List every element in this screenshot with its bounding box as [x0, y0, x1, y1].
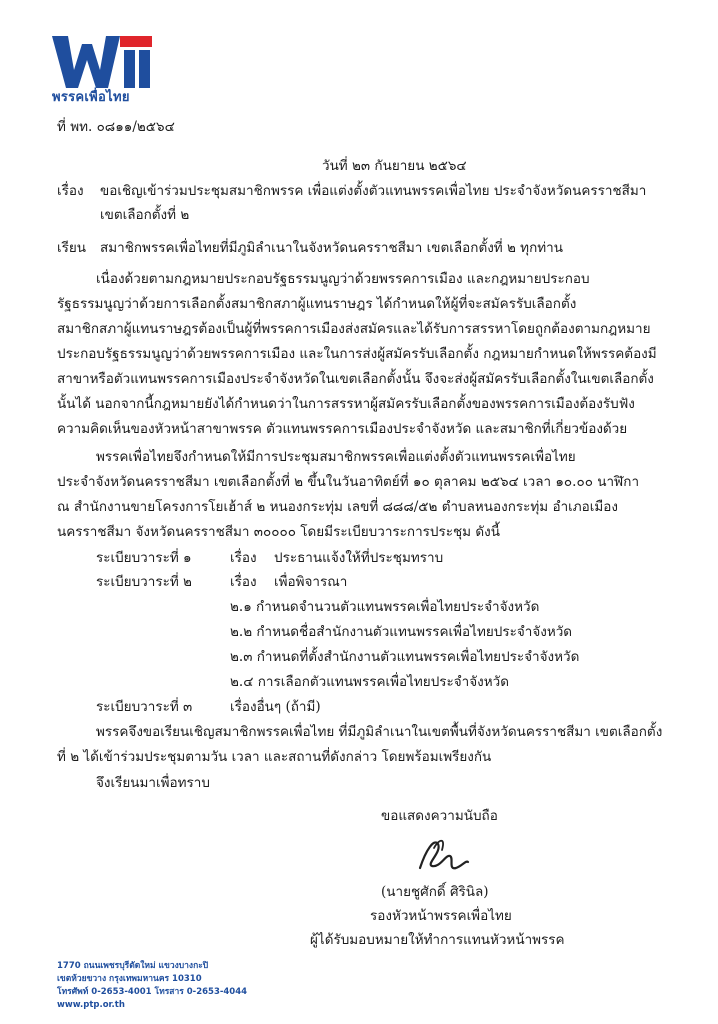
subject-line-2: เขตเลือกตั้งที่ ๒ [100, 207, 190, 223]
paragraph-3-line: ที่ ๒ ได้เข้าร่วมประชุมตามวัน เวลา และสถานที่ดังกล่าว โดยพร้อมเพรียงกัน [57, 749, 492, 765]
agenda-1-label: ระเบียบวาระที่ ๑ [96, 550, 192, 566]
paragraph-1-line: สาขาหรือตัวแทนพรรคการเมืองประจำจังหวัดในเขตเลือกตั้งนั้น จึงจะส่งผู้สมัครรับเลือกตั้งในเขตเลือกตั้ง [57, 371, 654, 387]
regards-text: ขอแสดงความนับถือ [381, 808, 498, 824]
paragraph-2-line: ณ สำนักงานขายโครงการโยเฮ้าส์ ๒ หนองกระทุ่ม เลขที่ ๘๘๘/๕๒ ตำบลหนองกระทุ่ม อำเภอเมือง [57, 499, 619, 515]
agenda-2-label: ระเบียบวาระที่ ๒ [96, 574, 192, 590]
paragraph-1-line: เนื่องด้วยตามกฎหมายประกอบรัฐธรรมนูญว่าด้วยพรรคการเมือง และกฎหมายประกอบ [96, 271, 590, 287]
footer-address-line: 1770 ถนนเพชรบุรีตัดใหม่ แขวงบางกะปิ [57, 961, 209, 971]
paragraph-2-line: ประจำจังหวัดนครราชสีมา เขตเลือกตั้งที่ ๒ ขึ้นในวันอาทิตย์ที่ ๑๐ ตุลาคม ๒๕๖๔ เวลา ๑๐.๐๐ นาฬิกา [57, 474, 640, 490]
paragraph-1-line: สมาชิกสภาผู้แทนราษฎรต้องเป็นผู้ที่พรรคการเมืองส่งสมัครและได้รับการสรรหาโดยถูกต้องตามกฎหมาย [57, 321, 651, 337]
paragraph-1-line: ประกอบรัฐธรรมนูญว่าด้วยพรรคการเมือง และในการส่งผู้สมัครรับเลือกตั้ง กฎหมายกำหนดให้พรรคต้องมี [57, 346, 657, 362]
paragraph-1-line: รัฐธรรมนูญว่าด้วยการเลือกตั้งสมาชิกสภาผู้แทนราษฎร ได้กำหนดให้ผู้ที่จะสมัครรับเลือกตั้ง [57, 296, 577, 312]
paragraph-2-line: นครราชสีมา จังหวัดนครราชสีมา ๓๐๐๐๐ โดยมีระเบียบวาระการประชุม ดังนี้ [57, 524, 500, 540]
paragraph-2-line: พรรคเพื่อไทยจึงกำหนดให้มีการประชุมสมาชิกพรรคเพื่อแต่งตั้งตัวแทนพรรคเพื่อไทย [96, 449, 576, 465]
recipient-label: เรียน [57, 240, 87, 256]
agenda-2-topic: เรื่อง [230, 574, 257, 590]
agenda-1-topic: เรื่อง [230, 550, 257, 566]
document-date: วันที่ ๒๓ กันยายน ๒๕๖๔ [322, 158, 467, 174]
agenda-subitem: ๒.๓ กำหนดที่ตั้งสำนักงานตัวแทนพรรคเพื่อไทยประจำจังหวัด [230, 649, 580, 665]
agenda-subitem: ๒.๒ กำหนดชื่อสำนักงานตัวแทนพรรคเพื่อไทยประจำจังหวัด [230, 624, 573, 640]
paragraph-3-line: พรรคจึงขอเรียนเชิญสมาชิกพรรคเพื่อไทย ที่มีภูมิลำเนาในเขตพื้นที่จังหวัดนครราชสีมา เขตเลือกตั้ง [96, 724, 663, 740]
signatory-title-2: ผู้ได้รับมอบหมายให้ทำการแทนหัวหน้าพรรค [310, 932, 565, 948]
handwritten-signature [412, 830, 472, 880]
agenda-subitem: ๒.๑ กำหนดจำนวนตัวแทนพรรคเพื่อไทยประจำจังหวัด [230, 599, 540, 615]
agenda-1-text: ประธานแจ้งให้ที่ประชุมทราบ [274, 550, 444, 566]
paragraph-1-line: นั้นได้ นอกจากนี้กฎหมายยังได้กำหนดว่าในการสรรหาผู้สมัครรับเลือกตั้งของพรรคการเมืองต้องรับฟัง [57, 396, 635, 412]
agenda-subitem: ๒.๔ การเลือกตัวแทนพรรคเพื่อไทยประจำจังหวัด [230, 674, 510, 690]
subject-line-1: ขอเชิญเข้าร่วมประชุมสมาชิกพรรค เพื่อแต่งตั้งตัวแทนพรรคเพื่อไทย ประจำจังหวัดนครราชสีมา [100, 183, 647, 199]
footer-website: www.ptp.or.th [57, 1000, 125, 1010]
subject-label: เรื่อง [57, 183, 84, 199]
agenda-3-label: ระเบียบวาระที่ ๓ [96, 699, 193, 715]
paragraph-1-line: ความคิดเห็นของหัวหน้าสาขาพรรค ตัวแทนพรรคการเมืองประจำจังหวัด และสมาชิกที่เกี่ยวข้องด้วย [57, 421, 628, 437]
footer-phone-fax: โทรศัพท์ 0-2653-4001 โทรสาร 0-2653-4044 [57, 987, 248, 997]
party-logo-text: พรรคเพื่อไทย [52, 90, 130, 105]
signatory-name: (นายชูศักดิ์ ศิรินิล) [381, 884, 489, 900]
party-logo-icon [50, 30, 154, 94]
recipient-text: สมาชิกพรรคเพื่อไทยที่มีภูมิลำเนาในจังหวัดนครราชสีมา เขตเลือกตั้งที่ ๒ ทุกท่าน [100, 240, 563, 256]
footer-address-line: เขตห้วยขวาง กรุงเทพมหานคร 10310 [57, 974, 202, 984]
agenda-3-text: เรื่องอื่นๆ (ถ้ามี) [230, 699, 321, 715]
closing-text: จึงเรียนมาเพื่อทราบ [96, 775, 210, 791]
agenda-2-text: เพื่อพิจารณา [274, 574, 348, 590]
document-number: ที่ พท. ๐๘๑๑/๒๕๖๔ [57, 119, 175, 135]
signatory-title-1: รองหัวหน้าพรรคเพื่อไทย [370, 908, 512, 924]
